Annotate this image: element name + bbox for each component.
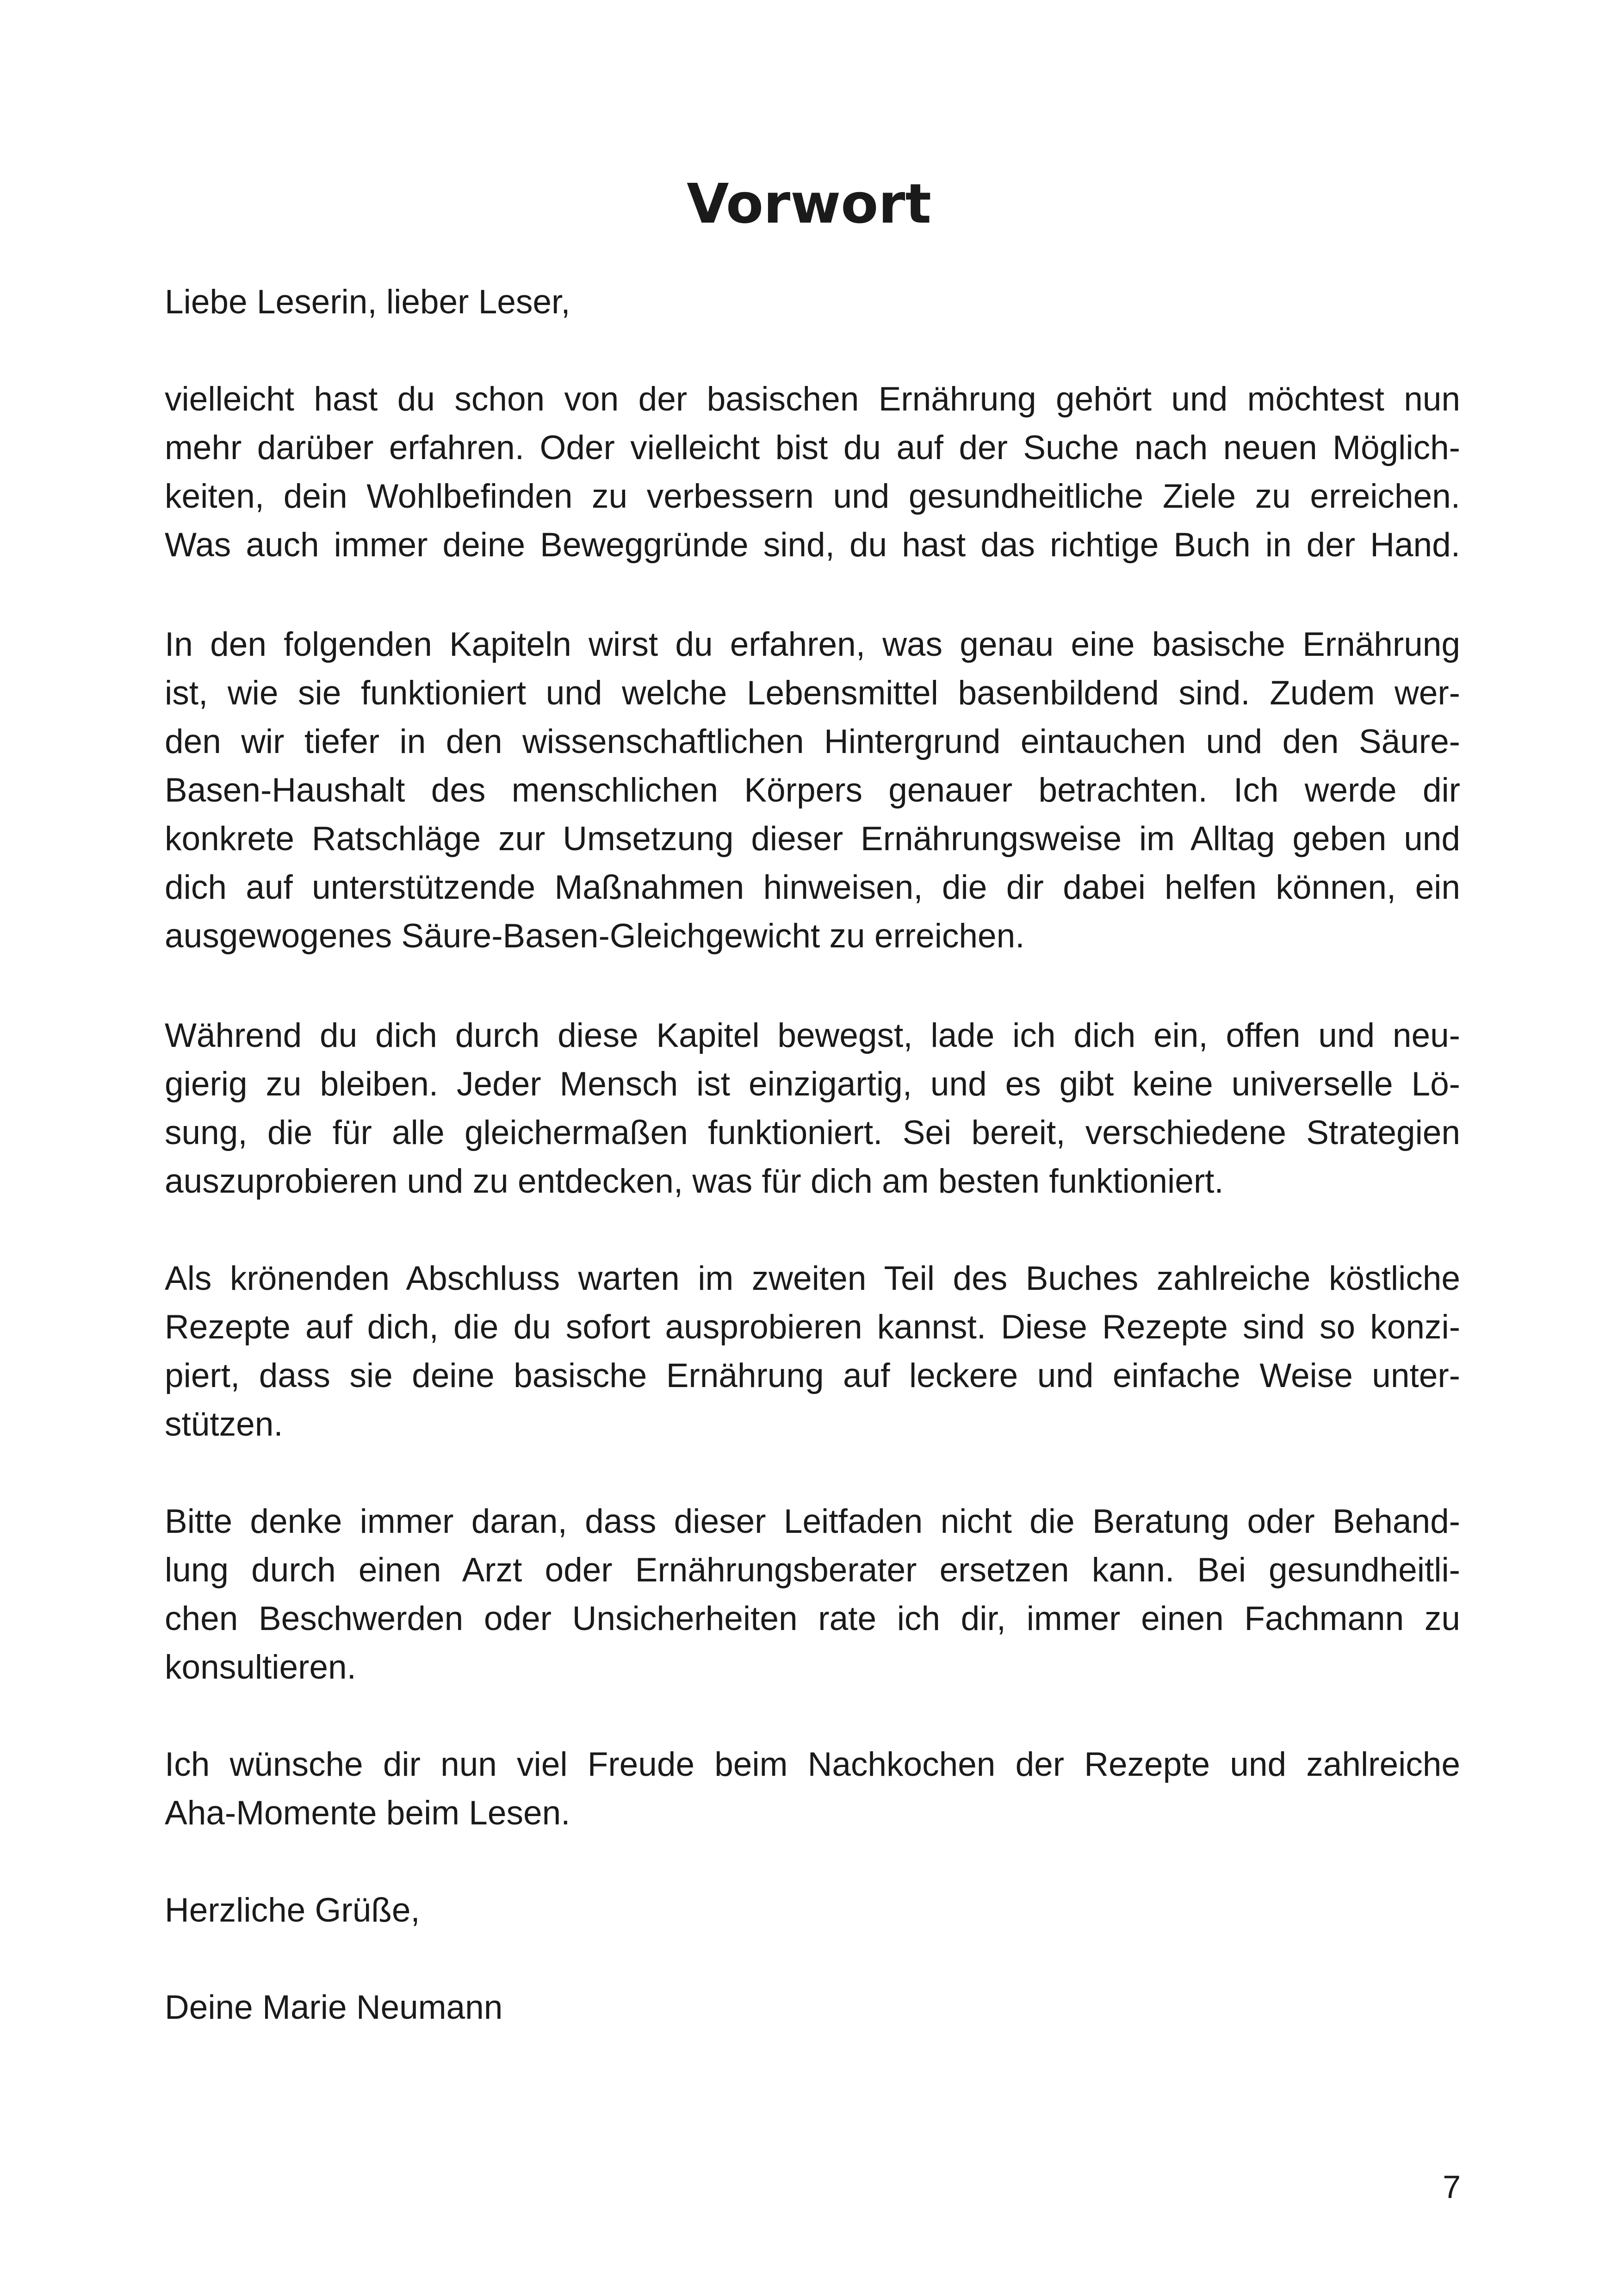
paragraph-1	[165, 375, 1460, 569]
paragraph-line: In den folgenden Kapiteln wirst du erfahren, was genau eine basische Ernährung	[165, 626, 1460, 663]
paragraph-line: piert, dass sie deine basische Ernährung auf leckere und einfache Weise unter-	[165, 1357, 1460, 1394]
page-number: 7	[1443, 2169, 1461, 2205]
paragraph-2	[165, 620, 1460, 960]
paragraph-line: Während du dich durch diese Kapitel bewegst, lade ich dich ein, offen und neu-	[165, 1017, 1460, 1054]
paragraph-line: chen Beschwerden oder Unsicherheiten rate ich dir, immer einen Fachmann zu	[165, 1600, 1460, 1637]
closing: Herzliche Grüße,	[165, 1892, 420, 1929]
salutation: Liebe Leserin, lieber Leser,	[165, 283, 570, 321]
paragraph-line: gierig zu bleiben. Jeder Mensch ist einzigartig, und es gibt keine universelle Lö-	[165, 1065, 1460, 1103]
paragraph-line: konkrete Ratschläge zur Umsetzung dieser Ernährungsweise im Alltag geben und	[165, 820, 1460, 858]
paragraph-line: mehr darüber erfahren. Oder vielleicht bist du auf der Suche nach neuen Möglich-	[165, 429, 1460, 467]
paragraph-line: sung, die für alle gleichermaßen funktioniert. Sei bereit, verschiedene Strategien	[165, 1114, 1460, 1151]
paragraph-line: lung durch einen Arzt oder Ernährungsberater ersetzen kann. Bei gesundheitli-	[165, 1551, 1460, 1589]
paragraph-5	[165, 1497, 1460, 1692]
paragraph-6	[165, 1740, 1460, 1837]
paragraph-line: Als krönenden Abschluss warten im zweiten Teil des Buches zahlreiche köstliche	[165, 1260, 1460, 1297]
paragraph-line: ausgewogenes Säure-Basen-Gleichgewicht zu erreichen.	[165, 917, 1025, 955]
paragraph-line: Aha-Momente beim Lesen.	[165, 1794, 570, 1832]
paragraph-line: auszuprobieren und zu entdecken, was für dich am besten funktioniert.	[165, 1163, 1224, 1200]
paragraph-4	[165, 1254, 1460, 1449]
paragraph-line: dich auf unterstützende Maßnahmen hinweisen, die dir dabei helfen können, ein	[165, 869, 1460, 906]
paragraph-line: keiten, dein Wohlbefinden zu verbessern und gesundheitliche Ziele zu erreichen.	[165, 478, 1460, 515]
paragraph-line: Rezepte auf dich, die du sofort ausprobieren kannst. Diese Rezepte sind so konzi-	[165, 1308, 1460, 1346]
signature: Deine Marie Neumann	[165, 1989, 503, 2026]
paragraph-line: Basen-Haushalt des menschlichen Körpers genauer betrachten. Ich werde dir	[165, 772, 1460, 809]
paragraph-line: Ich wünsche dir nun viel Freude beim Nachkochen der Rezepte und zahlreiche	[165, 1746, 1460, 1783]
paragraph-line: vielleicht hast du schon von der basischen Ernährung gehört und möchtest nun	[165, 380, 1460, 418]
paragraph-line: konsultieren.	[165, 1649, 356, 1686]
paragraph-line: stützen.	[165, 1406, 283, 1443]
paragraph-3	[165, 1011, 1460, 1206]
paragraph-line: Was auch immer deine Beweggründe sind, du hast das richtige Buch in der Hand.	[165, 526, 1460, 564]
paragraph-line: Bitte denke immer daran, dass dieser Leitfaden nicht die Beratung oder Behand-	[165, 1503, 1460, 1540]
paragraph-line: den wir tiefer in den wissenschaftlichen Hintergrund eintauchen und den Säure-	[165, 723, 1460, 760]
paragraph-line: ist, wie sie funktioniert und welche Lebensmittel basenbildend sind. Zudem wer-	[165, 674, 1460, 712]
page-title: Vorwort	[687, 172, 931, 236]
